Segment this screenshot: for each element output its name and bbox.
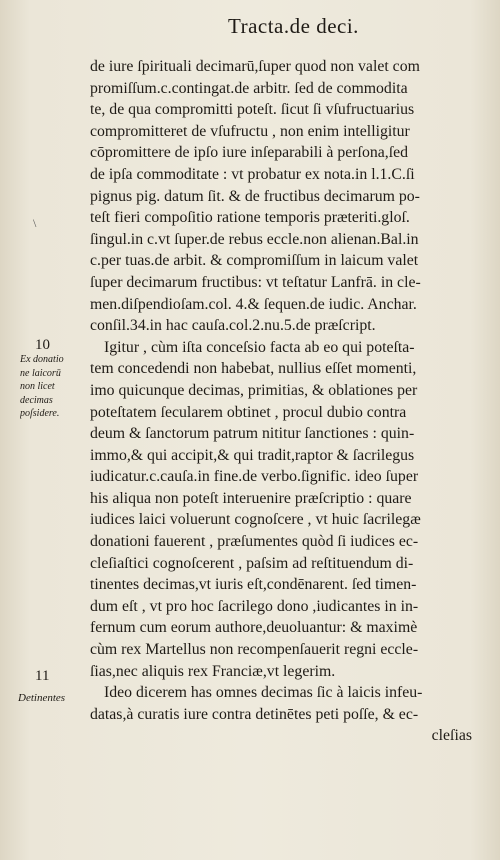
text-line: donationi fauerent , præſumentes quòd ſi iudices ec- xyxy=(90,533,419,551)
running-header: Tracta.de deci. xyxy=(228,14,359,38)
text-line: Ideo dicerem has omnes decimas ſic à laicis infeu- xyxy=(104,684,423,702)
text-line: c.per tuas.de arbit. & compromiſſum in laicum valet xyxy=(90,252,419,270)
text-line: teſt fieri compoſitio ratione temporis præteriti.gloſ. xyxy=(90,209,410,227)
marginal-note xyxy=(20,353,64,421)
text-line: his aliqua non poteſt interuenire præſcriptio : quare xyxy=(90,489,412,507)
marginal-note xyxy=(18,692,65,706)
text-line: tem concedendi non habebat, nullius eſſet momenti, xyxy=(90,360,417,378)
marginal-note-line: poſsidere. xyxy=(20,408,60,419)
text-line: tinentes decimas,vt iuris eſt,condēnarent. ſed timen- xyxy=(90,576,417,594)
text-line: dum eſt , vt pro hoc ſacrilego dono ,iudicantes in in- xyxy=(90,597,419,615)
text-line: de iure ſpirituali decimarū,ſuper quod non valet com xyxy=(90,58,420,75)
text-line: pignus pig. datum ſit. & de fructibus decimarum po- xyxy=(90,187,420,205)
text-line: fernum cum eorum authore,deuoluantur: & maximè xyxy=(90,619,418,637)
text-line: ſingul.in c.vt ſuper.de rebus eccle.non alienan.Bal.in xyxy=(90,230,419,248)
text-line: te, de qua compromitti poteſt. ſicut ſi vſufructuarius xyxy=(90,101,415,119)
marginal-note-line: Detinentes xyxy=(18,692,66,704)
text-line: Igitur , cùm iſta conceſsio facta ab eo qui poteſta- xyxy=(104,338,415,356)
marginal-note-line: ne laicorū xyxy=(20,367,61,379)
text-line: iudicatur.c.cauſa.in fine.de verbo.ſignific. ideo ſuper xyxy=(90,468,419,486)
text-line: ſias,nec aliquis rex Franciæ,vt legerim. xyxy=(90,662,336,680)
text-line: cùm rex Martellus non recompenſauerit regni eccle- xyxy=(90,641,419,659)
section-number-11: 11 xyxy=(35,668,50,684)
text-line: ſuper decimarum fructibus: vt teſtatur Lanfrā. in cle- xyxy=(90,273,421,291)
text-line: cleſiaſtici cognoſcerent , paſsim ad reſtituendum di- xyxy=(90,554,414,572)
marginal-note-line: decimas xyxy=(20,394,53,406)
marginal-note-line: non licet xyxy=(20,381,55,392)
text-line: imo quicunque decimas, primitias, & oblationes per xyxy=(90,381,418,399)
text-line: poteſtatem ſecularem obtinet , procul dubio contra xyxy=(90,403,407,421)
text-line: cōpromittere de ipſo iure inſeparabili à perſona,ſed xyxy=(90,144,409,162)
marginal-note-line: Ex donatio xyxy=(20,354,64,365)
margin-mark: \ xyxy=(33,216,37,230)
main-text-block xyxy=(90,56,472,747)
text-line: deum & ſanctorum patrum nititur ſanctiones : quin- xyxy=(90,425,415,443)
text-line: conſil.34.in hac cauſa.col.2.nu.5.de præſcript. xyxy=(90,317,376,335)
text-line: datas,à curatis iure contra detinētes peti poſſe, & ec- xyxy=(90,705,419,723)
text-line: iudices laici voluerunt cognoſcere , vt huic ſacrilegæ xyxy=(90,511,421,529)
text-line: promiſſum.c.contingat.de arbitr. ſed de commodita xyxy=(90,79,408,97)
text-line: men.diſpendioſam.col. 4.& ſequen.de iudic. Anchar. xyxy=(90,295,417,313)
text-line: immo,& qui accipit,& qui tradit,raptor & ſacrilegus xyxy=(90,446,415,464)
text-line: cleſias xyxy=(431,727,472,745)
text-line: compromitteret de vſufructu , non enim intelligitur xyxy=(90,122,410,140)
section-number-10: 10 xyxy=(35,337,50,353)
text-line: de ipſa commoditate : vt probatur ex nota.in l.1.C.ſi xyxy=(90,165,415,183)
